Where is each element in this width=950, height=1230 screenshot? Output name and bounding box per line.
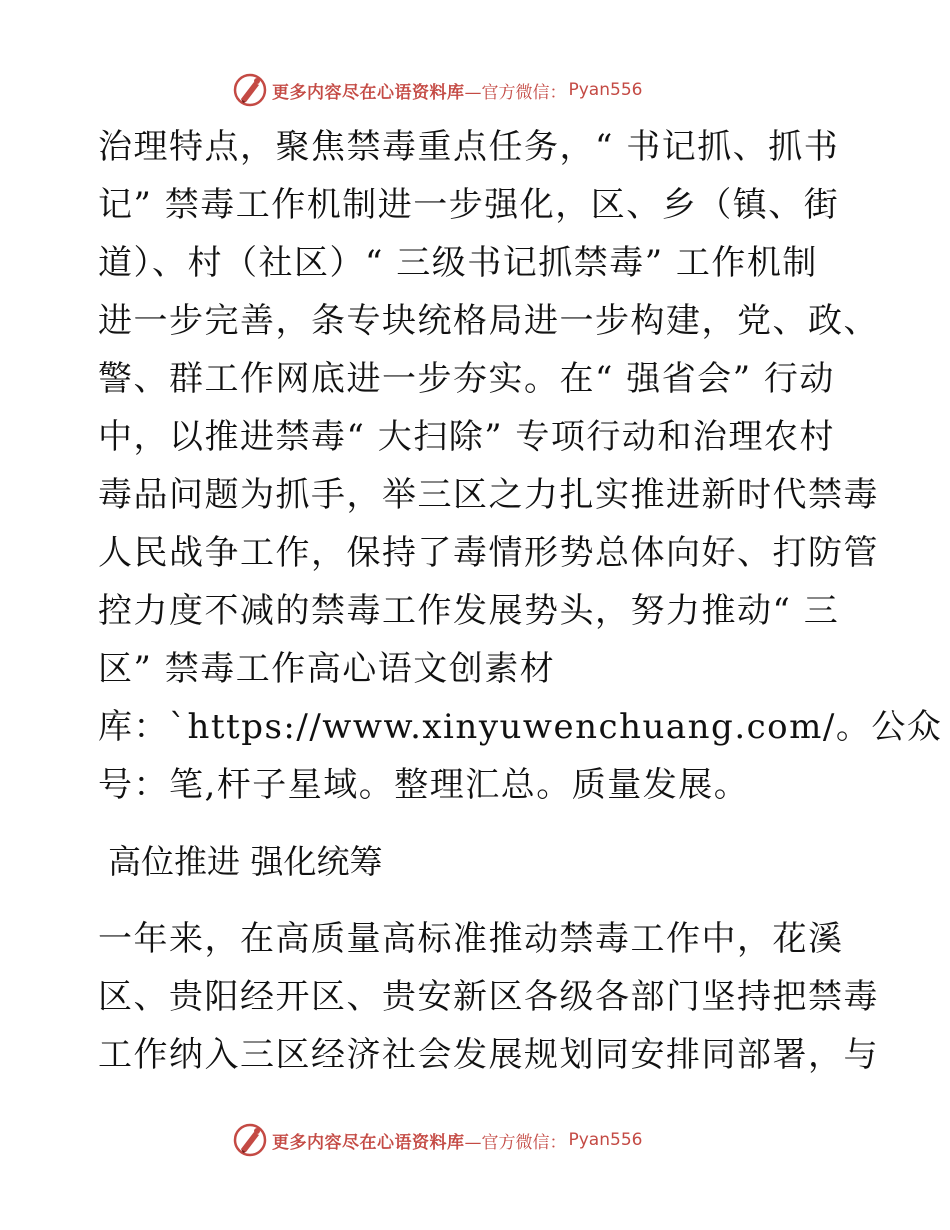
text-line: 毒品问题为抓手，举三区之力扎实推进新时代禁毒 xyxy=(98,475,879,515)
paragraph-2 xyxy=(98,910,879,1084)
text-line: 道）、村（社区）“ 三级书记抓禁毒” 工作机制 xyxy=(98,243,818,283)
watermark-title: 更多内容尽在心语资料库 xyxy=(272,82,465,103)
text-line: 治理特点，聚焦禁毒重点任务，“ 书记抓、抓书 xyxy=(98,127,840,167)
watermark-title: 更多内容尽在心语资料库 xyxy=(272,1132,465,1153)
text-line: 警、群工作网底进一步夯实。在“ 强省会” 行动 xyxy=(98,359,835,399)
text-line: 库：`https://www.xinyuwenchuang.com/。公众 xyxy=(98,707,943,747)
paragraph-1 xyxy=(98,118,943,814)
pen-logo-icon xyxy=(232,1122,268,1158)
watermark-subtitle: —官方微信： xyxy=(464,82,567,103)
section-heading: 高位推进 强化统筹 xyxy=(108,842,383,881)
watermark-wechat-id: Pyan556 xyxy=(568,80,643,100)
watermark-subtitle: —官方微信： xyxy=(464,1132,567,1153)
pen-logo-icon xyxy=(232,72,268,108)
text-line: 区” 禁毒工作高心语文创素材 xyxy=(98,649,556,689)
watermark-wechat-id: Pyan556 xyxy=(568,1130,643,1150)
text-line: 区、贵阳经开区、贵安新区各级各部门坚持把禁毒 xyxy=(98,977,879,1017)
text-line: 号：笔,杆子星域。整理汇总。质量发展。 xyxy=(98,765,750,805)
text-line: 人民战争工作，保持了毒情形势总体向好、打防管 xyxy=(98,533,879,573)
text-line: 工作纳入三区经济社会发展规划同安排同部署，与 xyxy=(98,1035,879,1075)
text-line: 控力度不减的禁毒工作发展势头，努力推动“ 三 xyxy=(98,591,840,631)
header-watermark xyxy=(232,70,642,110)
text-line: 记” 禁毒工作机制进一步强化，区、乡（镇、街 xyxy=(98,185,840,225)
footer-watermark xyxy=(232,1120,642,1160)
text-line: 一年来，在高质量高标准推动禁毒工作中，花溪 xyxy=(98,919,844,959)
text-line: 中，以推进禁毒“ 大扫除” 专项行动和治理农村 xyxy=(98,417,835,457)
text-line: 进一步完善，条专块统格局进一步构建，党、政、 xyxy=(98,301,879,341)
